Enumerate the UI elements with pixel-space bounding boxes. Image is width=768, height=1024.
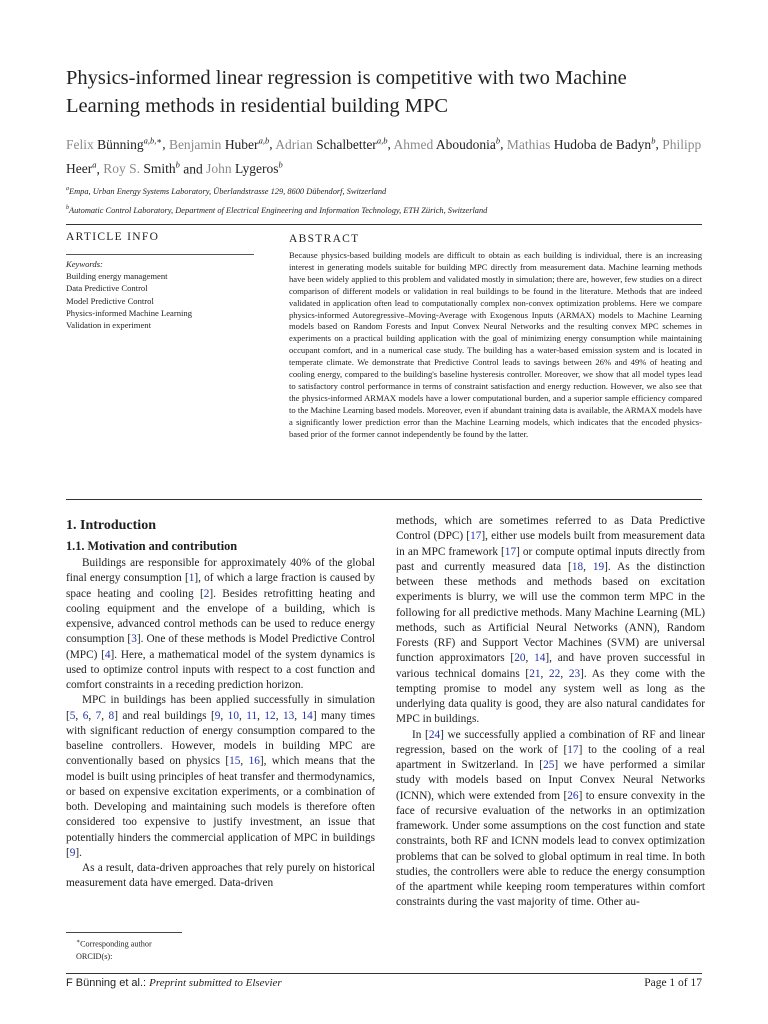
author-affiliation-mark: b: [651, 135, 656, 145]
citation-link[interactable]: 13: [282, 709, 295, 722]
affiliation: [66, 181, 726, 200]
author-first-name: Felix: [66, 136, 94, 152]
citation-link[interactable]: 1: [188, 572, 195, 585]
subsection-heading: 1.1. Motivation and contribution: [66, 539, 238, 553]
author: [66, 137, 162, 152]
body-text: ] many times with significant reduction of energy consumption compared to the baseline controllers. However, models in building MPC are conventionally based on physics [: [66, 709, 376, 768]
body-text: ] to ensure convexity in the face of recursive evaluation of the networks in an optimization framework. Under some assumptions on the cost function and state constraints, both RF and ICNN models lead to convex optimization problems that can be solved to global optimum in real time. In both studies, the controllers were able to reduce the energy consumption of the apartment while keeping room temperatures within comfort constraints during the vast majority of time. Other au-: [396, 789, 706, 909]
citation-link[interactable]: 17: [470, 530, 482, 543]
body-text: As a result, data-driven approaches that rely purely on historical measurement data have emerged. Data-driven: [66, 862, 375, 890]
citation-link[interactable]: 11: [246, 709, 258, 722]
author: [206, 161, 283, 176]
body-text: methods, which are sometimes referred to as Data Predictive Control (DPC) [: [396, 515, 705, 543]
keyword-item: Model Predictive Control: [66, 295, 154, 306]
body-text: ]. As the distinction between these methods and methods based on excitation experiments is blurry, we will use the common term MPC in the following for all predictive methods. Many Machine Learning (ML) methods, such as Artificial Neural Networks (ANN), Random Forests (RF) and Support Vector Machines (SVM) are universal function approximators [: [396, 560, 705, 665]
author-last-name: Schalbetter: [312, 136, 377, 152]
citation-link[interactable]: 2: [203, 587, 210, 600]
affiliation: [66, 200, 726, 219]
author-separator: ,: [387, 136, 394, 152]
article-info-divider: [66, 254, 254, 255]
body-text: ] we have performed a similar study with models based on Input Convex Neural Networks (ICNN), which were extended from [: [396, 759, 705, 802]
citation-link[interactable]: 14: [534, 652, 546, 665]
author-separator: ,: [96, 161, 104, 176]
body-text: ,: [560, 667, 569, 680]
footnote-corresponding: [76, 936, 152, 951]
paper-title-line-2: Learning methods in residential building MPC: [66, 95, 449, 117]
body-text: ], of which a large fraction is caused by space heating and cooling [: [66, 572, 375, 600]
affiliation-text: Empa, Urban Energy Systems Laboratory, Überlandstrasse 129, 8600 Dübendorf, Switzerland: [69, 186, 387, 196]
paper-title: [66, 64, 726, 120]
author-first-name: Philipp: [662, 136, 702, 152]
author-last-name: Lygeros: [231, 161, 279, 176]
citation-link[interactable]: 21: [529, 667, 541, 680]
body-text: ,: [240, 755, 249, 768]
body-paragraph: [66, 861, 375, 892]
author-first-name: Ahmed: [393, 136, 434, 152]
body-text: ,: [220, 709, 228, 722]
citation-link[interactable]: 26: [567, 789, 579, 802]
body-paragraph: [396, 514, 705, 728]
footer-citation: [66, 977, 282, 989]
left-paragraphs: [66, 556, 375, 892]
body-text: ,: [525, 652, 535, 665]
body-text: ] and real buildings [: [114, 709, 215, 722]
body-paragraph: [66, 693, 375, 861]
citation-link[interactable]: 7: [95, 709, 102, 722]
author-last-name: Huber: [221, 136, 259, 152]
body-text: ] to the cooling of a real apartment in Switzerland. In [: [396, 743, 705, 771]
author-last-name: Heer: [66, 161, 93, 176]
abstract-heading: ABSTRACT: [289, 233, 360, 245]
author-separator: ,: [500, 136, 507, 152]
citation-link[interactable]: 16: [248, 755, 260, 768]
citation-link[interactable]: 8: [108, 709, 115, 722]
citation-link[interactable]: 23: [568, 667, 581, 680]
right-paragraphs: [396, 514, 705, 911]
keyword-item: Data Predictive Control: [66, 283, 148, 294]
body-text: In [: [412, 728, 429, 741]
author-separator: ,: [162, 136, 169, 152]
citation-link[interactable]: 17: [567, 743, 579, 756]
affiliation-text: Automatic Control Laboratory, Department of Electrical Engineering and Information Technology, ETH Zürich, Switzerland: [69, 205, 488, 215]
paper-title-line-1: Physics-informed linear regression is competitive with two Machine: [66, 67, 627, 89]
author-first-name: Benjamin: [168, 136, 222, 152]
citation-link[interactable]: 22: [549, 667, 561, 680]
keywords-block: [66, 258, 254, 331]
footnote-mark: ∗: [76, 939, 81, 945]
citation-link[interactable]: 4: [104, 648, 111, 661]
author-affiliation-mark: b: [278, 159, 283, 170]
affiliation-mark: a: [66, 186, 69, 192]
body-text: ], and have proven successful in various technical domains [: [396, 652, 705, 680]
author: [393, 137, 500, 152]
article-info-heading: ARTICLE INFO: [66, 231, 160, 243]
author-separator: and: [179, 161, 207, 176]
body-text: ]. As they come with the tempting promise to model any system well as long as the underlying data quality is good, they are also natural candidates for MPC in buildings.: [396, 667, 705, 726]
header-divider: [66, 224, 702, 225]
citation-link[interactable]: 25: [543, 759, 555, 771]
author-list: [66, 130, 726, 179]
page-number: Page 1 of 17: [644, 977, 702, 989]
author: [169, 137, 269, 152]
citation-link[interactable]: 6: [82, 709, 89, 722]
author-last-name: Bünning: [93, 136, 144, 152]
citation-link[interactable]: 9: [69, 846, 76, 859]
author-separator: ,: [269, 136, 276, 152]
body-text: ]. Besides retrofitting heating and cooling equipment and the envelope of a building, which is expensive, advanced control methods can be used to reduce energy consumption [: [66, 587, 375, 646]
body-text: ].: [75, 846, 83, 859]
body-text: ,: [257, 709, 265, 722]
keyword-item: Validation in experiment: [66, 320, 151, 331]
citation-link[interactable]: 24: [428, 728, 441, 741]
citation-link[interactable]: 15: [229, 755, 241, 768]
author-last-name: Hudoba de Badyn: [550, 136, 652, 152]
body-paragraph: [396, 728, 705, 911]
citation-link[interactable]: 18: [571, 560, 584, 573]
author-first-name: John: [206, 161, 232, 176]
body-column-left: [66, 514, 375, 892]
abstract-text: Because physics-based building models are difficult to obtain as each building is individual, there is an increasing interest in generating models suitable for building MPC directly from measurement data. Machine learning methods have been widely applied to this problem and validated mostly in simulation; there are, however, few studies on a direct comparison of different models or validation in real buildings to be found in the literature. Methods that are indeed validated in application often lead to computationally complex non-convex optimization problems. Here we compare physics-informed Autoregressive–Moving-Average with Exogenous Inputs (ARMAX) models to Machine Learning models based on Random Forests and Input Convex Neural Networks and the resulting convex MPC schemes in experiments on a practical building application with the goal of minimizing energy consumption while maintaining occupant comfort, and in a numerical case study. The building has a water-based emission system and is located in temperate climate. We demonstrate that Predictive Control leads to savings between 26% and 49% of heating and cooling energy, compared to the building's baseline hysteresis controller. Moreover, we show that all model types lead to satisfactory control performance in terms of constraint satisfaction and energy reduction. However, we also see that the physics-informed ARMAX models have a lower computational burden, and a superior sample efficiency compared to the Machine Learning based models. Moreover, even if abundant training data is available, the ARMAX models have a significantly lower prediction error than the Machine Learning models, which indicates that the encoded physics-based prior of the former cannot independently be found by the latter.: [289, 250, 702, 439]
citation-link[interactable]: 12: [264, 709, 276, 722]
section-heading: 1. Introduction: [66, 518, 156, 533]
keywords-label: Keywords:: [66, 259, 103, 269]
body-text: ,: [275, 709, 283, 722]
author-first-name: Mathias: [506, 136, 551, 152]
body-paragraph: [66, 556, 375, 693]
keyword-item: Building energy management: [66, 271, 168, 282]
citation-link[interactable]: 20: [514, 652, 526, 665]
citation-link[interactable]: 10: [227, 709, 239, 722]
body-text: Buildings are responsible for approximately 40% of the global final energy consumption [: [66, 557, 375, 585]
author-last-name: Smith: [140, 161, 176, 176]
abstract-divider: [66, 499, 702, 500]
footnote-orcid: ORCID(s):: [76, 952, 113, 962]
author-affiliation-mark: a,b: [376, 135, 388, 145]
citation-link[interactable]: 5: [69, 709, 76, 722]
footer-journal: Preprint submitted to Elsevier: [149, 977, 282, 989]
author-affiliation-mark: a,b,∗: [143, 135, 163, 145]
citation-link[interactable]: 14: [301, 709, 313, 722]
author-affiliation-mark: b: [175, 159, 180, 170]
body-text: ,: [540, 667, 550, 680]
body-text: ]. One of these methods is Model Predictive Control (MPC) [: [66, 633, 376, 661]
footer-author: F Bünning et al.:: [66, 977, 147, 989]
author: [103, 161, 180, 176]
author-affiliation-mark: a: [92, 159, 97, 170]
footnote-corresponding-text: Corresponding author: [80, 939, 152, 949]
author-separator: ,: [655, 136, 663, 152]
body-text: ,: [88, 709, 96, 722]
body-text: MPC in buildings has been applied successfully in simulation [: [66, 694, 375, 722]
body-text: ]. Here, a mathematical model of the system dynamics is used to optimize control inputs with respect to a cost function and comfort constraints in a receding prediction horizon.: [66, 648, 375, 691]
citation-link[interactable]: 3: [131, 633, 137, 646]
citation-link[interactable]: 17: [504, 545, 517, 558]
body-text: ,: [294, 709, 302, 722]
body-text: ] or compute optimal inputs directly from past and currently measured data [: [396, 545, 705, 573]
citation-link[interactable]: 19: [592, 560, 605, 573]
author: [507, 137, 656, 152]
author-first-name: Roy S.: [103, 161, 140, 176]
body-text: ,: [238, 709, 247, 722]
body-text: ], which means that the model is built using principles of heat transfer and thermodynamics, or based on expensive excitation experiments, or a combination of both. Developing and maintaining such models is therefore often considered too expensive to justify investment, an issue that potentially hinders the commercial application of MPC in buildings [: [66, 755, 375, 859]
citation-link[interactable]: 9: [214, 709, 221, 722]
author: [275, 137, 387, 152]
body-text: ,: [101, 709, 109, 722]
footer-divider: [66, 973, 702, 974]
author-first-name: Adrian: [275, 136, 313, 152]
body-text: ,: [583, 560, 593, 573]
keyword-item: Physics-informed Machine Learning: [66, 307, 193, 318]
affiliation-list: [66, 181, 726, 219]
body-text: ,: [75, 709, 83, 722]
keywords-list: [66, 270, 254, 331]
author-affiliation-mark: a,b: [258, 135, 270, 145]
body-text: ], either use models built from measurement data in an MPC framework [: [396, 530, 705, 558]
body-column-right: [396, 514, 705, 911]
body-text: ] we successfully applied a combination of RF and linear regression, based on the work of [: [396, 728, 705, 756]
footnote-divider: [66, 932, 182, 933]
author-last-name: Aboudonia: [433, 136, 496, 152]
author-affiliation-mark: b: [495, 135, 501, 145]
footnote: [76, 936, 152, 964]
affiliation-mark: b: [66, 204, 69, 211]
